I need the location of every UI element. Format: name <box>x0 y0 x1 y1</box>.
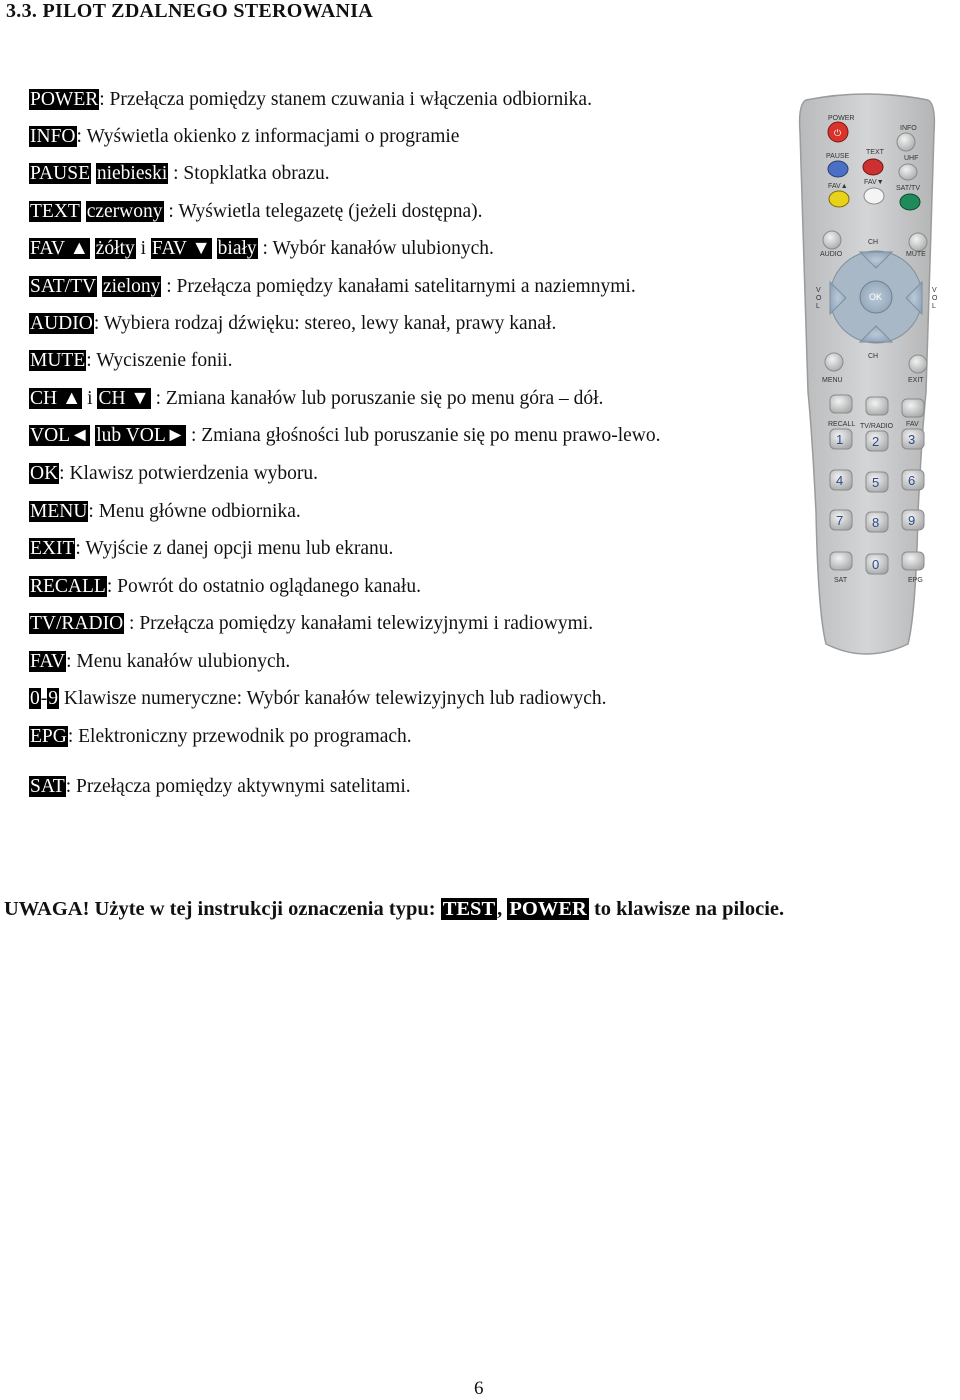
key-description-line <box>29 349 233 373</box>
key-description-text: : Przełącza pomiędzy kanałami satelitarnymi a naziemnymi. <box>161 276 636 297</box>
key-label: FAV ▼ <box>151 238 211 259</box>
key-label: EXIT <box>30 538 75 559</box>
green-button <box>900 194 920 210</box>
key-description-line <box>29 125 459 149</box>
key-description-text: Klawisze numeryczne: Wybór kanałów telewizyjnych lub radiowych. <box>59 688 607 709</box>
key-description-line <box>29 424 660 448</box>
svg-text:AUDIO: AUDIO <box>820 251 843 258</box>
key-description-line <box>29 387 603 411</box>
yellow-button <box>829 191 849 207</box>
key-label: czerwony <box>86 201 163 222</box>
key-description-text: : Wyjście z danej opcji menu lub ekranu. <box>75 538 394 559</box>
svg-text:2: 2 <box>872 434 880 449</box>
key-label: RECALL <box>30 576 106 597</box>
svg-text:MENU: MENU <box>822 377 843 384</box>
svg-text:MUTE: MUTE <box>906 251 926 258</box>
svg-text:L: L <box>816 303 820 310</box>
key-description-line <box>29 200 483 224</box>
key-label: TEST <box>442 898 496 920</box>
key-description-line <box>29 575 421 599</box>
red-button <box>863 159 883 175</box>
key-label: 0 <box>30 688 40 709</box>
key-label: żółty <box>95 238 135 259</box>
key-description-text <box>212 238 217 259</box>
key-description-text: : Wyświetla okienko z informacjami o programie <box>76 126 460 147</box>
key-label: FAV <box>30 651 66 672</box>
key-description-line <box>29 162 330 186</box>
key-description-text: : Stopklatka obrazu. <box>168 163 330 184</box>
svg-text:6: 6 <box>908 473 916 488</box>
svg-text:PAUSE: PAUSE <box>826 153 850 160</box>
svg-text:INFO: INFO <box>900 125 917 132</box>
svg-text:V: V <box>932 287 937 294</box>
svg-text:9: 9 <box>908 513 916 528</box>
svg-text:CH: CH <box>868 239 879 246</box>
key-description-text: - <box>40 688 48 709</box>
key-description-text: : Zmiana kanałów lub poruszanie się po menu góra – dół. <box>150 388 604 409</box>
svg-text:SAT: SAT <box>834 577 848 584</box>
svg-text:RECALL: RECALL <box>828 421 856 428</box>
key-description-line <box>29 725 412 749</box>
key-label: OK <box>30 463 59 484</box>
svg-text:V: V <box>816 287 821 294</box>
key-label: POWER <box>30 89 99 110</box>
key-description-line <box>29 237 494 261</box>
key-description-line <box>29 312 556 336</box>
key-description-text: : Zmiana głośności lub poruszanie się po menu prawo-lewo. <box>186 425 661 446</box>
key-label: CH ▼ <box>98 388 150 409</box>
key-label: niebieski <box>96 163 168 184</box>
key-label: MUTE <box>30 350 86 371</box>
key-description-text: i <box>135 238 151 259</box>
key-label: TEXT <box>30 201 80 222</box>
key-description-line <box>29 275 636 299</box>
svg-text:5: 5 <box>872 475 880 490</box>
key-description-text: : Menu główne odbiornika. <box>88 501 301 522</box>
remote-control-image <box>796 92 938 667</box>
key-label: zielony <box>102 276 161 297</box>
key-description-line <box>29 500 301 524</box>
note-text: to klawisze na pilocie. <box>588 898 785 920</box>
key-description-line <box>29 612 593 636</box>
svg-text:L: L <box>932 303 936 310</box>
svg-text:POWER: POWER <box>828 115 855 122</box>
svg-text:O: O <box>932 295 938 302</box>
note-uwaga <box>4 898 784 921</box>
key-label: CH ▲ <box>30 388 82 409</box>
key-label: INFO <box>30 126 76 147</box>
svg-text:TV/RADIO: TV/RADIO <box>860 423 894 430</box>
note-text: , <box>497 898 508 920</box>
note-text: UWAGA! Użyte w tej instrukcji oznaczenia typu: <box>4 898 441 920</box>
svg-text:7: 7 <box>836 513 844 528</box>
svg-text:SAT/TV: SAT/TV <box>896 185 920 192</box>
svg-text:EXIT: EXIT <box>908 377 924 384</box>
key-label: POWER <box>509 898 587 920</box>
svg-text:TEXT: TEXT <box>866 149 884 156</box>
key-description-line <box>29 650 290 674</box>
key-label: MENU <box>30 501 88 522</box>
svg-text:EPG: EPG <box>908 577 923 584</box>
key-label: EPG <box>30 726 67 747</box>
key-label: SAT/TV <box>30 276 97 297</box>
key-description-text <box>81 201 86 222</box>
svg-text:⏻: ⏻ <box>834 128 842 138</box>
key-description-text: : Przełącza pomiędzy aktywnymi satelitami. <box>65 776 411 797</box>
key-label: PAUSE <box>30 163 90 184</box>
key-description-line <box>29 537 393 561</box>
svg-text:8: 8 <box>872 515 880 530</box>
key-description-text: : Wyświetla telegazetę (jeżeli dostępna). <box>163 201 483 222</box>
key-label: FAV ▲ <box>30 238 89 259</box>
blue-button <box>828 161 848 177</box>
key-description-text: : Elektroniczny przewodnik po programach. <box>67 726 412 747</box>
key-description-line <box>29 462 318 486</box>
key-description-line <box>29 687 607 711</box>
key-label: biały <box>217 238 257 259</box>
key-description-text: i <box>82 388 98 409</box>
white-button <box>864 188 884 204</box>
key-description-line <box>29 775 411 799</box>
key-description-text: : Wybór kanałów ulubionych. <box>257 238 494 259</box>
svg-text:O: O <box>816 295 822 302</box>
section-heading: 3.3. PILOT ZDALNEGO STEROWANIA <box>6 0 374 22</box>
svg-text:3: 3 <box>908 432 916 447</box>
svg-text:0: 0 <box>872 557 880 572</box>
svg-text:FAV: FAV <box>906 421 919 428</box>
key-label: 9 <box>48 688 58 709</box>
key-description-text: : Przełącza pomiędzy stanem czuwania i włączenia odbiornika. <box>99 89 592 110</box>
svg-text:FAV▼: FAV▼ <box>864 179 884 186</box>
svg-text:CH: CH <box>868 353 879 360</box>
key-description-text: : Powrót do ostatnio oglądanego kanału. <box>106 576 421 597</box>
key-label: SAT <box>30 776 65 797</box>
svg-text:UHF: UHF <box>904 155 919 162</box>
svg-text:OK: OK <box>869 292 883 302</box>
page-number: 6 <box>474 1378 484 1399</box>
key-description-text: : Klawisz potwierdzenia wyboru. <box>59 463 319 484</box>
key-label: lub VOL► <box>96 425 186 446</box>
svg-text:1: 1 <box>836 432 844 447</box>
key-description-text: : Wybiera rodzaj dźwięku: stereo, lewy kanał, prawy kanał. <box>93 313 557 334</box>
key-description-text: : Przełącza pomiędzy kanałami telewizyjnymi i radiowymi. <box>124 613 594 634</box>
svg-text:FAV▲: FAV▲ <box>828 183 848 190</box>
key-label: TV/RADIO <box>30 613 124 634</box>
svg-text:4: 4 <box>836 473 844 488</box>
key-description-text: : Wyciszenie fonii. <box>86 350 233 371</box>
key-description-text: : Menu kanałów ulubionych. <box>66 651 291 672</box>
key-description-line <box>29 88 592 112</box>
key-label: VOL◄ <box>30 425 90 446</box>
key-label: AUDIO <box>30 313 93 334</box>
